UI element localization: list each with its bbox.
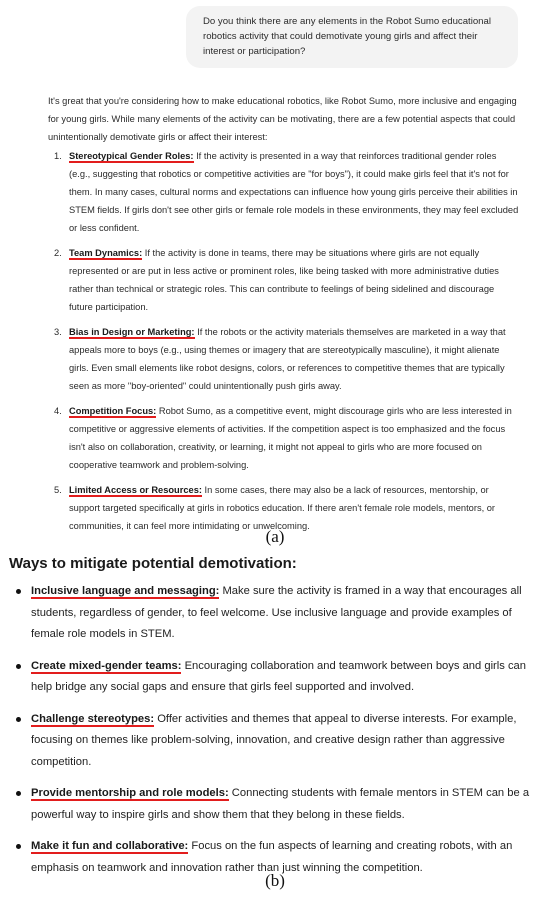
item-text: If the robots or the activity materials themselves are marketed in a way that appeals more to boys (e.g., using themes or imagery that are stereotypically masculine), it might alienate girls. Even small elements like robot designs, colors, or references to competitive themes that are typically seen as more "boy-oriented" could unintentionally push girls away.	[69, 327, 506, 391]
list-item	[48, 147, 520, 237]
list-item	[13, 656, 543, 699]
item-number: 5.	[54, 485, 62, 495]
mitigation-heading: Ways to mitigate potential demotivation:	[9, 555, 297, 572]
item-title: Inclusive language and messaging:	[31, 585, 220, 597]
bullet-icon	[16, 844, 21, 849]
item-title: Bias in Design or Marketing:	[69, 327, 195, 337]
item-text: Focus on the fun aspects of learning and creating robots, with an emphasis on teamwork and innovation rather than just winning the competition.	[31, 840, 513, 874]
caption-a: (a)	[265, 527, 285, 546]
item-text: Connecting students with female mentors in STEM can be a powerful way to inspire girls and show them that they belong in these fields.	[31, 787, 530, 821]
item-text: If the activity is done in teams, there may be situations where girls are not equally represented or are put in less active or prominent roles, like being tasked with more administrative duties rather than technical or strategic roles. This can contribute to feelings of being sidelined and discourage future participation.	[69, 248, 499, 312]
list-item	[13, 709, 543, 774]
item-title: Limited Access or Resources:	[69, 485, 202, 495]
item-text: Offer activities and themes that appeal to diverse interests. For example, focusing on themes like problem-solving, innovation, and creative design rather than aggressive competition.	[31, 712, 517, 768]
bullet-icon	[16, 717, 21, 722]
list-item	[13, 581, 543, 646]
item-number: 3.	[54, 327, 62, 337]
bullet-icon	[16, 664, 21, 669]
assistant-intro: It's great that you're considering how to make educational robotics, like Robot Sumo, more inclusive and engaging for young girls. While many elements of the activity can be motivating, there are a few potential aspects that could unintentionally demotivate girls or affect their interest:	[48, 96, 517, 142]
caption-b: (b)	[265, 871, 285, 890]
item-number: 4.	[54, 406, 62, 416]
item-title: Stereotypical Gender Roles:	[69, 151, 194, 161]
list-item	[48, 402, 520, 474]
item-title: Create mixed-gender teams:	[31, 659, 182, 672]
item-title: Challenge stereotypes:	[31, 712, 155, 725]
item-text: Make sure the activity is framed in a way that encourages all students, regardless of gender, to feel welcome. Use inclusive language and provide examples of female role models in STEM.	[31, 585, 522, 640]
item-text: If the activity is presented in a way that reinforces traditional gender roles (e.g., suggesting that robotics or competitive activities are "for boys"), it could make girls feel that it's not for them. In many cases, cultural norms and expectations can influence how young girls perceive their abilities in STEM fields. If girls don't see other girls or female role models in these environments, they may feel excluded or less confident.	[69, 151, 519, 233]
item-text: Encouraging collaboration and teamwork between boys and girls can help bridge any social gaps and ensure that girls feel supported and involved.	[31, 659, 527, 693]
bullet-icon	[16, 791, 21, 796]
list-item	[48, 323, 520, 395]
item-number: 1.	[54, 151, 62, 161]
user-message-text: Do you think there are any elements in the Robot Sumo educational robotics activity that could demotivate young girls and affect their interest or participation?	[203, 16, 491, 57]
item-title: Make it fun and collaborative:	[31, 840, 189, 852]
mitigation-list	[13, 581, 543, 889]
item-title: Team Dynamics:	[69, 248, 143, 258]
user-message-bubble	[186, 6, 518, 68]
item-text: Robot Sumo, as a competitive event, might discourage girls who are less interested in competitive or aggressive elements of activities. If the competition aspect is too emphasized and the focus isn't also on collaboration, creativity, or learning, it might not appeal to girls who are more focused on cooperative teamwork and problem-solving.	[69, 406, 512, 470]
item-title: Provide mentorship and role models:	[31, 787, 229, 799]
item-text: In some cases, there may also be a lack of resources, mentorship, or support targeted specifically at girls in robotics education. If there aren't female role models, mentors, or communities, it can feel more intimidating or unwelcoming.	[69, 485, 496, 531]
item-number: 2.	[54, 248, 62, 258]
demotivation-list	[48, 147, 520, 542]
item-title: Competition Focus:	[69, 406, 157, 416]
list-item	[48, 244, 520, 316]
list-item	[13, 783, 543, 826]
bullet-icon	[16, 589, 21, 594]
